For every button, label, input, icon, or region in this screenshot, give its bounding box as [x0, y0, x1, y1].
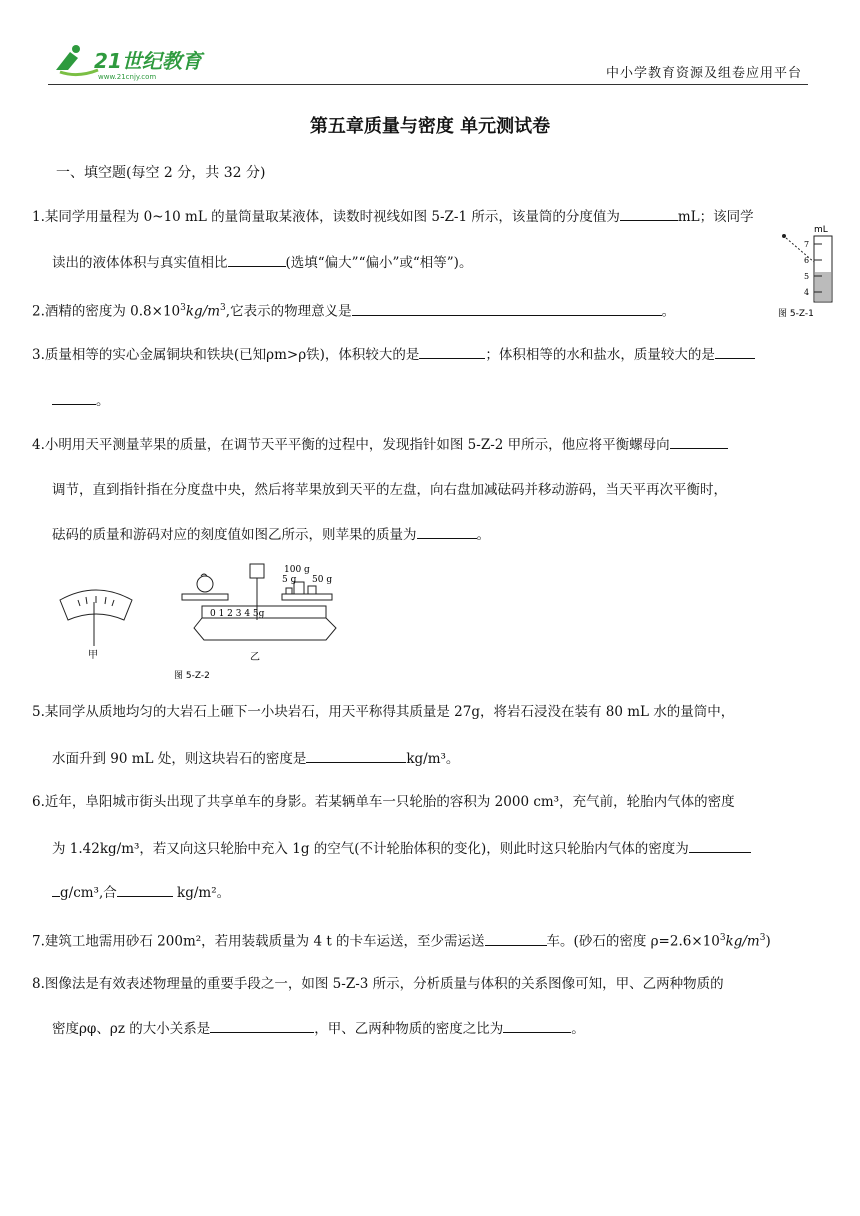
- section-heading: 一、填空题(每空 2 分，共 32 分): [56, 165, 266, 181]
- platform-name: 中小学教育资源及组卷应用平台: [605, 66, 802, 81]
- figure-5-z-1-caption: 图 5-Z-1: [778, 309, 814, 319]
- figure-5-z-1: [774, 222, 840, 322]
- q7-line: 7.建筑工地需用砂石 200m²，若用装载质量为 4 t 的卡车运送，至少需运送 车。(砂石的密度 $\rho=2.6\times 10^3kg/m^3$): [32, 928, 771, 952]
- q1-blank2[interactable]: [228, 252, 286, 267]
- q8-blank1[interactable]: [210, 1018, 314, 1033]
- fig2-weight-50g: 50 g: [312, 575, 333, 585]
- fig2-scale: 0 1 2 3 4 5g: [210, 609, 265, 619]
- q8-line1: 8.图像法是有效表述物理量的重要手段之一，如图 5-Z-3 所示，分析质量与体积的关系图像可知，甲、乙两种物质的: [32, 976, 724, 992]
- fig2-weight-5g: 5 g: [282, 575, 297, 585]
- q2-line: 2.酒精的密度为 $0.8\times 10^3kg/m^3$,它表示的物理意义是 。: [32, 298, 675, 322]
- q4-line1: 4.小明用天平测量苹果的质量，在调节天平平衡的过程中，发现指针如图 5-Z-2 甲所示，他应将平衡螺母向: [32, 434, 728, 455]
- q1-blank1[interactable]: [620, 206, 678, 221]
- page-title: 第五章质量与密度 单元测试卷: [309, 116, 551, 137]
- q7-blank[interactable]: [485, 931, 547, 946]
- svg-text:7: 7: [804, 240, 810, 249]
- svg-text:4: 4: [804, 288, 810, 297]
- q8-line2: 密度ρφ、ρz 的大小关系是 ，甲、乙两种物质的密度之比为 。: [52, 1018, 585, 1039]
- logo-21cnjy: [48, 40, 228, 82]
- q6-line1: 6.近年，阜阳城市街头出现了共享单车的身影。若某辆单车一只轮胎的容积为 2000 cm³，充气前，轮胎内气体的密度: [32, 794, 735, 810]
- q6-line3: g/cm³,合 kg/m²。: [52, 882, 230, 903]
- q3-blank1[interactable]: [419, 344, 485, 359]
- q4-blank2[interactable]: [417, 524, 477, 539]
- q6-blank2[interactable]: [117, 882, 173, 897]
- fig2-weight-100g: 100 g: [284, 565, 310, 575]
- q3-line2: 。: [52, 390, 110, 411]
- q5-blank[interactable]: [306, 748, 406, 763]
- svg-text:mL: mL: [814, 225, 828, 235]
- svg-text:5: 5: [804, 272, 810, 281]
- q2-blank[interactable]: [352, 301, 662, 316]
- figure-5-z-2-caption: 图 5-Z-2: [174, 671, 210, 681]
- logo-text: 21世纪教育: [94, 49, 202, 73]
- page-header: [48, 40, 808, 85]
- figure-5-z-2: [54, 560, 344, 684]
- q1-line2: 读出的液体体积与真实值相比 (选填“偏大”“偏小”或“相等”)。: [52, 252, 472, 273]
- q6-blank1[interactable]: [689, 838, 751, 853]
- q3-line1: 3.质量相等的实心金属铜块和铁块(已知ρm>ρ铁)，体积较大的是 ；体积相等的水和盐水，质量较大的是: [32, 344, 755, 365]
- q8-blank2[interactable]: [503, 1018, 571, 1033]
- q5-line2: 水面升到 90 mL 处，则这块岩石的密度是 kg/m³。: [52, 748, 459, 769]
- q3-blank2[interactable]: [715, 344, 755, 359]
- logo-url: www.21cnjy.com: [98, 73, 157, 81]
- fig2-yi-label: 乙: [250, 652, 260, 663]
- svg-text:6: 6: [804, 256, 810, 265]
- q4-line2: 调节，直到指针指在分度盘中央，然后将苹果放到天平的左盘，向右盘加减砝码并移动游码，当天平再次平衡时，: [52, 482, 727, 498]
- q4-blank1[interactable]: [670, 434, 728, 449]
- q1-line1: 1.某同学用量程为 0~10 mL 的量筒量取某液体，读数时视线如图 5-Z-1 所示，该量筒的分度值为 mL；该同学: [32, 206, 754, 227]
- fig2-jia-label: 甲: [88, 650, 98, 661]
- q6-line2: 为 1.42kg/m³，若又向这只轮胎中充入 1g 的空气(不计轮胎体积的变化)，则此时这只轮胎内气体的密度为: [52, 838, 751, 859]
- q5-line1: 5.某同学从质地均匀的大岩石上砸下一小块岩石，用天平称得其质量是 27g，将岩石浸没在装有 80 mL 水的量筒中，: [32, 704, 735, 720]
- q4-line3: 砝码的质量和游码对应的刻度值如图乙所示，则苹果的质量为 。: [52, 524, 490, 545]
